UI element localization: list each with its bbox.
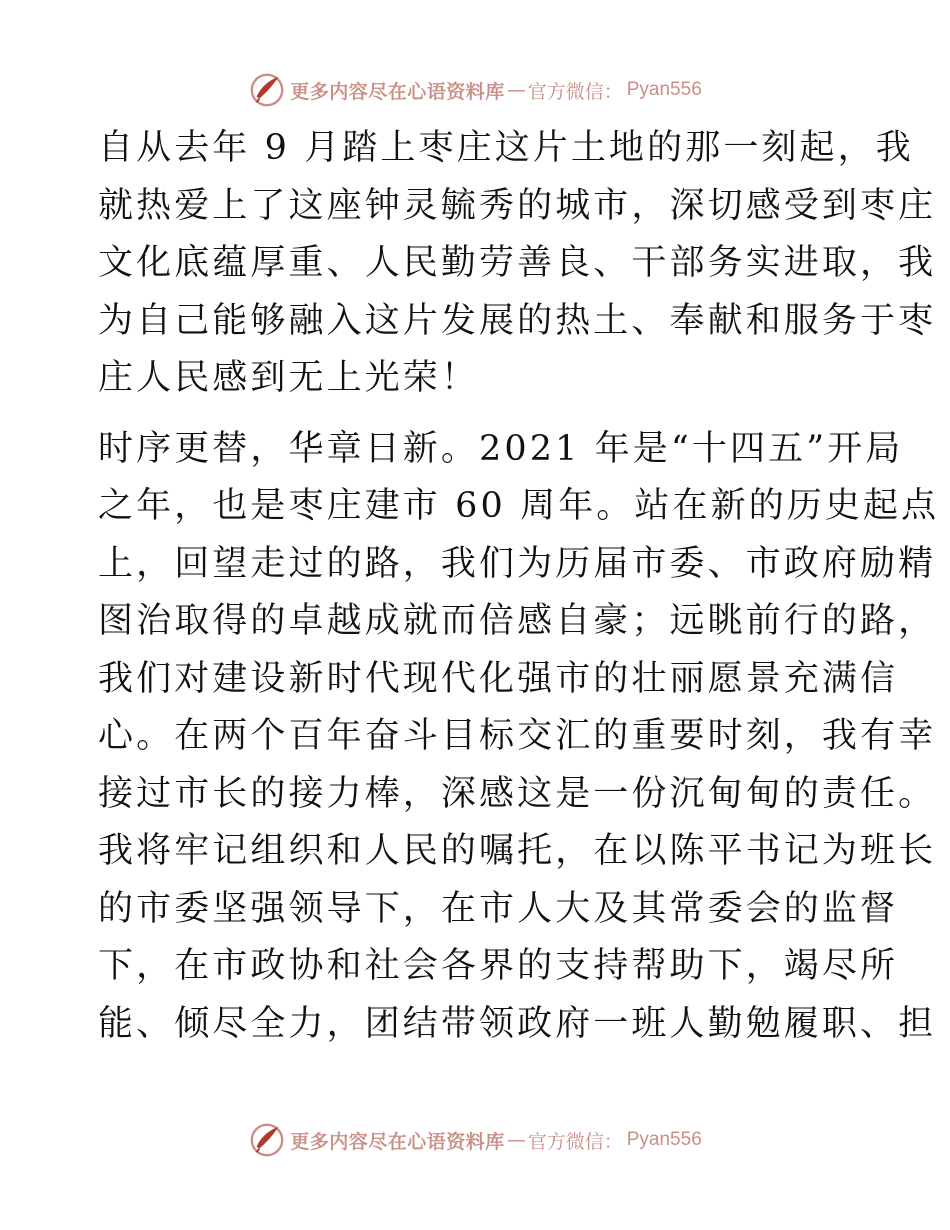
text-line: 的市委坚强领导下，在市人大及其常委会的监督: [98, 888, 899, 929]
watermark-wechat-id: Pyan556: [626, 1129, 702, 1150]
watermark-dash: —: [506, 1129, 526, 1151]
text-line: 就热爱上了这座钟灵毓秀的城市，深切感受到枣庄: [98, 185, 937, 226]
watermark-site-text: 更多内容尽在心语资料库: [290, 80, 505, 103]
text-line: 之年，也是枣庄建市 60 周年。站在新的历史起点: [98, 486, 940, 526]
text-line: 图治取得的卓越成就而倍感自豪；远眺前行的路，: [98, 601, 937, 641]
document-body: [98, 120, 940, 1053]
text-line: 自从去年 9 月踏上枣庄这片土地的那一刻起，我: [98, 128, 914, 168]
footer-watermark: [0, 1118, 950, 1162]
watermark-dash: —: [506, 79, 526, 101]
text-line: 文化底蕴厚重、人民勤劳善良、干部务实进取，我: [98, 243, 937, 283]
paragraph-1: [98, 120, 937, 408]
text-line: 能、倾尽全力，团结带领政府一班人勤勉履职、担: [98, 1003, 937, 1044]
text-line: 庄人民感到无上光荣！: [98, 358, 480, 398]
text-line: 我将牢记组织和人民的嘱托，在以陈平书记为班长: [98, 831, 937, 871]
text-line: 时序更替，华章日新。2021 年是“十四五”开局: [98, 428, 904, 469]
text-line: 心。在两个百年奋斗目标交汇的重要时刻，我有幸: [98, 716, 937, 756]
watermark-wechat-label: 官方微信：: [527, 80, 623, 103]
text-line: 接过市长的接力棒，深感这是一份沉甸甸的责任。: [98, 773, 937, 814]
header-watermark: [0, 68, 950, 112]
paragraph-2: [98, 421, 940, 1054]
text-line: 下，在市政协和社会各界的支持帮助下，竭尽所: [98, 946, 899, 986]
watermark-site-text: 更多内容尽在心语资料库: [290, 1130, 505, 1153]
pen-logo-icon: [248, 1121, 286, 1159]
text-line: 我们对建设新时代现代化强市的壮丽愿景充满信: [98, 658, 899, 699]
watermark-wechat-label: 官方微信：: [527, 1130, 623, 1153]
text-line: 上，回望走过的路，我们为历届市委、市政府励精: [98, 543, 937, 584]
pen-logo-icon: [248, 71, 286, 109]
watermark-wechat-id: Pyan556: [626, 79, 702, 100]
text-line: 为自己能够融入这片发展的热土、奉献和服务于枣: [98, 300, 937, 341]
